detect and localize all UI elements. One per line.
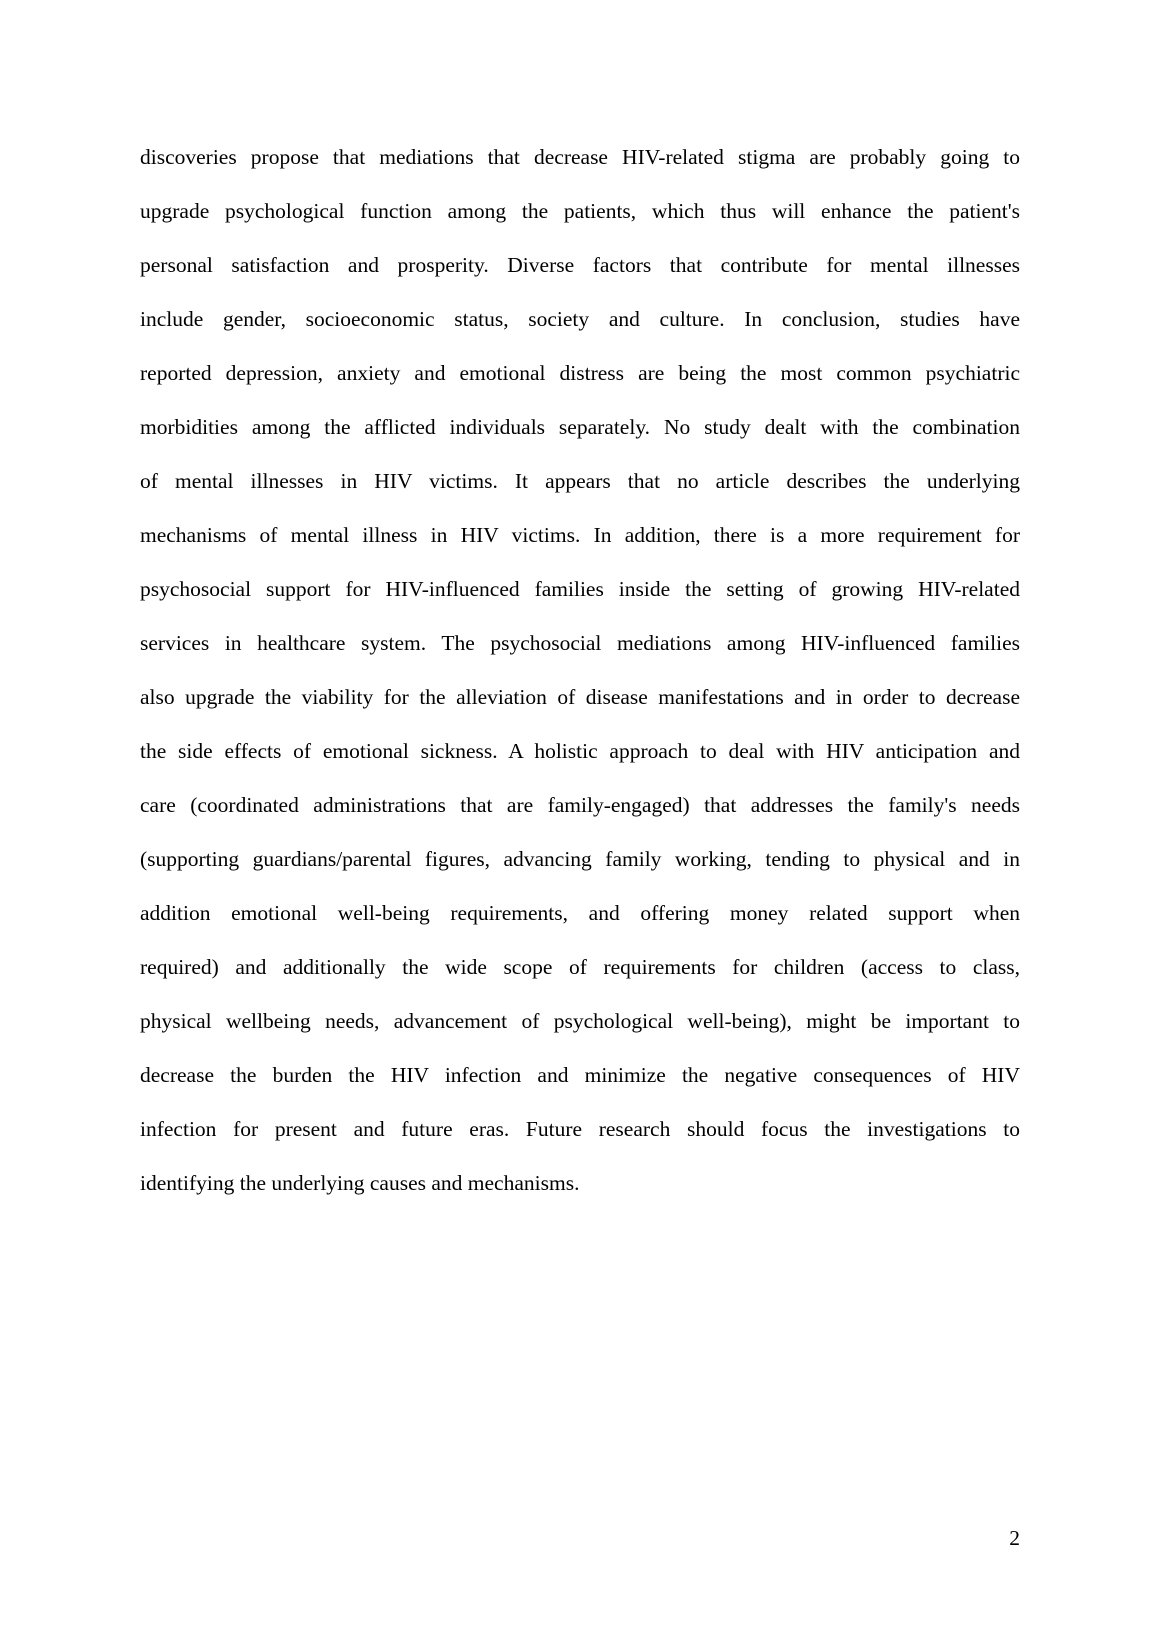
paragraph-line: infection for present and future eras. Future research should focus the investigations to — [140, 1117, 1020, 1141]
paragraph-line: morbidities among the afflicted individuals separately. No study dealt with the combination — [140, 415, 1020, 439]
paragraph-line: of mental illnesses in HIV victims. It appears that no article describes the underlying — [140, 469, 1020, 493]
paragraph-line: reported depression, anxiety and emotional distress are being the most common psychiatric — [140, 361, 1020, 385]
paragraph-line: mechanisms of mental illness in HIV victims. In addition, there is a more requirement for — [140, 523, 1020, 547]
paragraph-line-last: identifying the underlying causes and mechanisms. — [140, 1171, 580, 1195]
body-paragraph — [140, 130, 1020, 1210]
paragraph-line: personal satisfaction and prosperity. Diverse factors that contribute for mental illnesses — [140, 253, 1020, 277]
paragraph-line: also upgrade the viability for the alleviation of disease manifestations and in order to decrease — [140, 685, 1020, 709]
paragraph-line: decrease the burden the HIV infection and minimize the negative consequences of HIV — [140, 1063, 1020, 1087]
paragraph-line: (supporting guardians/parental figures, advancing family working, tending to physical and in — [140, 847, 1020, 871]
paragraph-line: include gender, socioeconomic status, society and culture. In conclusion, studies have — [140, 307, 1020, 331]
page-number: 2 — [1009, 1526, 1020, 1550]
paragraph-line: services in healthcare system. The psychosocial mediations among HIV-influenced families — [140, 631, 1020, 655]
paragraph-line: care (coordinated administrations that are family-engaged) that addresses the family's needs — [140, 793, 1020, 817]
paragraph-line: required) and additionally the wide scope of requirements for children (access to class, — [140, 955, 1020, 979]
paragraph-line: psychosocial support for HIV-influenced families inside the setting of growing HIV-related — [140, 577, 1020, 601]
paragraph-line: discoveries propose that mediations that decrease HIV-related stigma are probably going to — [140, 145, 1020, 169]
paragraph-line: addition emotional well-being requirements, and offering money related support when — [140, 901, 1020, 925]
paragraph-line: upgrade psychological function among the patients, which thus will enhance the patient's — [140, 199, 1020, 223]
paragraph-line: the side effects of emotional sickness. A holistic approach to deal with HIV anticipation and — [140, 739, 1020, 763]
paragraph-line: physical wellbeing needs, advancement of psychological well-being), might be important to — [140, 1009, 1020, 1033]
